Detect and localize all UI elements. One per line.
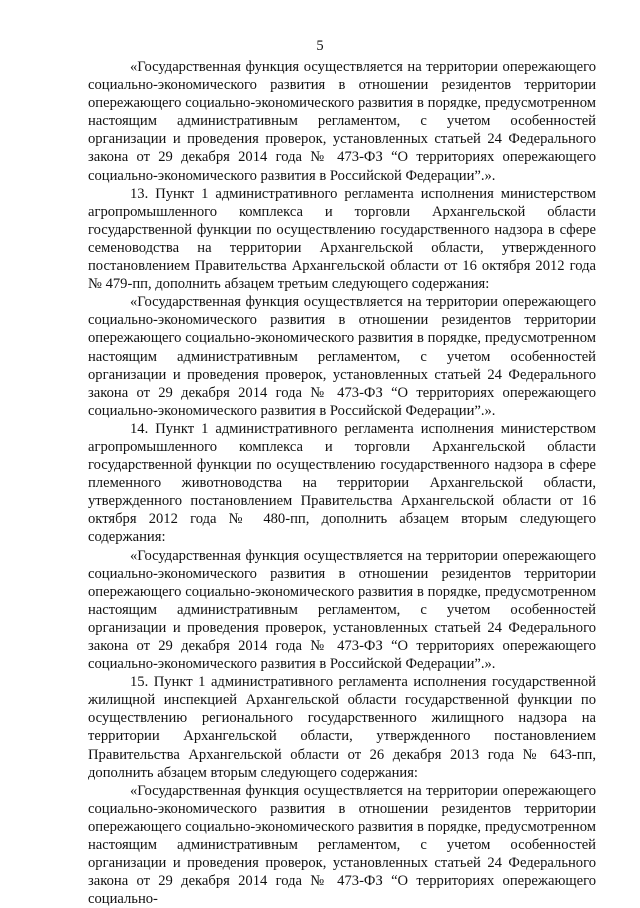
paragraph-quote-4: «Государственная функция осуществляется на территории опережающего социально-экономического развития в отношении резидентов территории опережающего социально-экономического развития в порядке, предусмотренном настоящим административным регламентом, с учетом особенностей организации и проведения проверок, установленных статьей 24 Федерального закона от 29 декабря 2014 года № 473-ФЗ “О территориях опережающего социально- <box>88 782 596 908</box>
paragraph-item-15: 15. Пункт 1 административного регламента исполнения государственной жилищной инспекцией Архангельской области государственной функции по осуществлению регионального государственного жилищного надзора на территории Архангельской области, утвержденного постановлением Правительства Архангельской области от 26 декабря 2013 года № 643-пп, дополнить абзацем вторым следующего содержания: <box>88 674 596 781</box>
paragraph-quote-1: «Государственная функция осуществляется на территории опережающего социально-экономического развития в отношении резидентов территории опережающего социально-экономического развития в порядке, предусмотренном настоящим административным регламентом, с учетом особенностей организации и проведения проверок, установленных статьей 24 Федерального закона от 29 декабря 2014 года № 473-ФЗ “О территориях опережающего социально-экономического развития в Российской Федерации”.». <box>88 59 596 184</box>
page-number: 5 <box>316 38 324 54</box>
paragraph-item-13: 13. Пункт 1 административного регламента исполнения министерством агропромышленного комплекса и торговли Архангельской области государственной функции по осуществлению государственного надзора в сфере семеноводства на территории Архангельской области, утвержденного постановлением Правительства Архангельской области от 16 октября 2012 года № 479-пп, дополнить абзацем третьим следующего содержания: <box>88 185 596 293</box>
paragraph-quote-2: «Государственная функция осуществляется на территории опережающего социально-экономического развития в отношении резидентов территории опережающего социально-экономического развития в порядке, предусмотренном настоящим административным регламентом, с учетом особенностей организации и проведения проверок, установленных статьей 24 Федерального закона от 29 декабря 2014 года № 473-ФЗ “О территориях опережающего социально-экономического развития в Российской Федерации”.». <box>88 294 596 419</box>
document-body <box>88 58 596 908</box>
paragraph-item-14: 14. Пункт 1 административного регламента исполнения министерством агропромышленного комплекса и торговли Архангельской области государственной функции по осуществлению государственного надзора в сфере племенного животноводства на территории Архангельской области, утвержденного постановлением Правительства Архангельской области от 16 октября 2012 года № 480-пп, дополнить абзацем вторым следующего содержания: <box>88 420 596 546</box>
paragraph-quote-3: «Государственная функция осуществляется на территории опережающего социально-экономического развития в отношении резидентов территории опережающего социально-экономического развития в порядке, предусмотренном настоящим административным регламентом, с учетом особенностей организации и проведения проверок, установленных статьей 24 Федерального закона от 29 декабря 2014 года № 473-ФЗ “О территориях опережающего социально-экономического развития в Российской Федерации”.». <box>88 547 596 673</box>
